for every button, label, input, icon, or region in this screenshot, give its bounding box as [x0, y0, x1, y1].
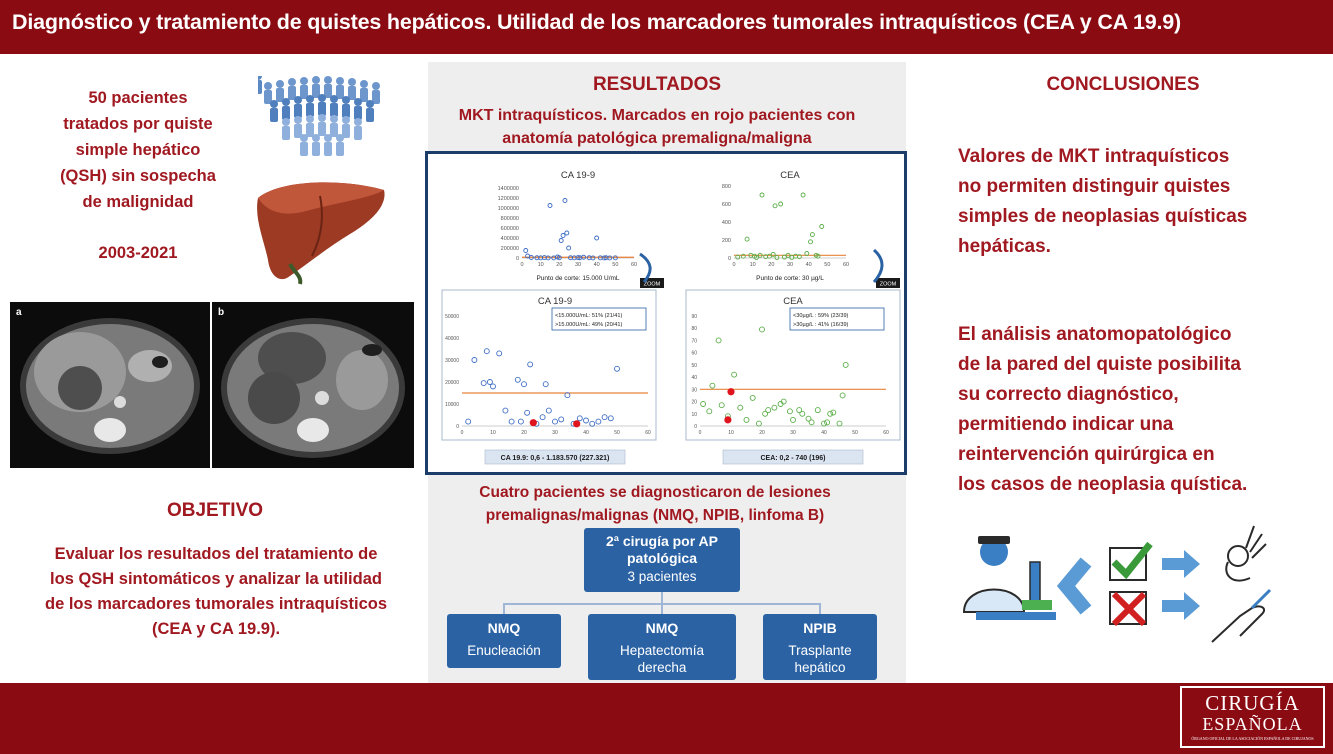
footer-banner — [0, 683, 1333, 754]
legend-entry: >15.000U/mL: 49% (20/41) — [555, 322, 623, 328]
ct-label-b: b — [218, 307, 225, 318]
y-tick-label: 50 — [691, 362, 697, 369]
x-tick-label: 50 — [612, 262, 619, 268]
x-tick-label: 30 — [552, 430, 558, 436]
box-text: derecha — [637, 660, 687, 675]
results-subtitle — [428, 104, 886, 150]
malignant-point — [574, 421, 580, 427]
box-title: NMQ — [645, 620, 679, 636]
data-point — [773, 204, 777, 208]
x-tick-label: 0 — [520, 262, 524, 268]
chart-title: CEA — [780, 170, 800, 181]
chart-title: CA 19-9 — [537, 296, 573, 307]
box-text: Trasplante — [788, 643, 852, 658]
cutoff-label: Punto de corte: 30 µg/L — [756, 275, 824, 282]
data-point — [548, 204, 552, 208]
y-tick-label: 1200000 — [497, 196, 519, 202]
x-tick-label: 20 — [768, 262, 775, 268]
charts-frame — [425, 151, 907, 475]
y-tick-label: 400000 — [500, 236, 519, 242]
conclusion-line: de la pared del quiste posibilita — [958, 354, 1241, 375]
objetivo-line: (CEA y CA 19.9). — [151, 620, 281, 638]
cross-icon — [1110, 592, 1146, 624]
y-tick-label: 80 — [691, 326, 697, 333]
chevron-left-icon — [1066, 562, 1086, 610]
scalpel-hand-icon — [1212, 590, 1270, 642]
second-surgery-count: 3 pacientes — [627, 569, 697, 584]
y-tick-label: 200 — [721, 238, 731, 244]
tree-connector — [661, 603, 663, 614]
objetivo-heading: OBJETIVO — [166, 500, 264, 521]
logo-line: ESPAÑOLA — [1202, 714, 1303, 734]
y-tick-label: 10000 — [445, 402, 459, 408]
y-tick-label: 0 — [515, 256, 519, 262]
diagnosis-line: Cuatro pacientes se diagnosticaron de lesiones — [479, 484, 831, 501]
y-tick-label: 600 — [721, 202, 731, 208]
data-point — [561, 234, 565, 238]
y-tick-label: 200000 — [500, 246, 519, 252]
arrow-right-icon — [1162, 550, 1200, 578]
x-tick-label: 30 — [574, 262, 582, 268]
y-tick-label: 0 — [456, 424, 459, 430]
x-tick-label: 30 — [786, 262, 794, 268]
resultados-heading: RESULTADOS — [592, 74, 722, 95]
malignant-point — [725, 417, 731, 423]
study-years: 2003-2021 — [98, 244, 178, 262]
y-tick-label: 40 — [691, 375, 697, 382]
patients-line: tratados por quiste — [63, 115, 213, 133]
x-tick-label: 30 — [790, 430, 796, 436]
conclusion-line: permitiendo indicar una — [958, 414, 1174, 435]
results-subtitle-line: MKT intraquísticos. Marcados en rojo pacientes con — [458, 107, 856, 124]
y-tick-label: 600000 — [500, 226, 519, 232]
data-point — [760, 193, 764, 197]
conclusion-line: hepáticas. — [958, 236, 1051, 257]
x-tick-label: 40 — [583, 430, 589, 436]
legend-entry: >30µg/L : 41% (16/39) — [793, 322, 849, 328]
data-point — [563, 199, 567, 203]
chart-title: CA 19-9 — [560, 170, 596, 181]
ct-label-a: a — [16, 307, 22, 318]
people-crowd-icon — [258, 76, 386, 160]
x-tick-label: 10 — [749, 262, 756, 268]
ct-scan-a — [10, 302, 210, 468]
x-tick-label: 10 — [490, 430, 496, 436]
diagnosis-summary — [440, 481, 870, 527]
y-tick-label: 30000 — [445, 358, 459, 364]
second-surgery-title-line: patológica — [626, 550, 697, 566]
zoom-label: ZOOM — [879, 281, 897, 288]
ok-hand-icon — [1226, 526, 1266, 581]
nmq-hepatectomy-box — [588, 614, 736, 680]
results-subtitle-line: anatomía patológica premaligna/maligna — [502, 130, 812, 147]
second-surgery-box — [584, 528, 740, 592]
logo-line: CIRUGÍA — [1205, 691, 1300, 715]
ct-scan-b — [212, 302, 414, 468]
zoom-label: ZOOM — [643, 281, 661, 288]
box-title: NMQ — [487, 620, 521, 636]
conclusion-line: El análisis anatomopatológico — [958, 324, 1232, 345]
conclusion-line: su correcto diagnóstico, — [958, 384, 1179, 405]
x-tick-label: 60 — [630, 262, 638, 268]
x-tick-label: 60 — [645, 430, 651, 436]
x-tick-label: 50 — [824, 262, 831, 268]
range-label: CA 19.9: 0,6 - 1.183.570 (227.321) — [500, 455, 610, 462]
cutoff-label: Punto de corte: 15.000 U/mL — [536, 275, 620, 282]
x-tick-label: 60 — [883, 430, 889, 436]
patients-line: 50 pacientes — [88, 89, 188, 107]
conclusion-line: no permiten distinguir quistes — [958, 176, 1231, 197]
y-tick-label: 20 — [691, 399, 697, 406]
box-text: hepático — [794, 660, 846, 675]
y-tick-label: 10 — [691, 411, 697, 418]
x-tick-label: 20 — [556, 262, 563, 268]
objetivo-line: Evaluar los resultados del tratamiento de — [54, 545, 378, 563]
conclusion-icons — [950, 512, 1280, 652]
conclusiones-heading: CONCLUSIONES — [1046, 74, 1200, 95]
y-tick-label: 70 — [691, 338, 697, 345]
x-tick-label: 0 — [698, 430, 702, 436]
zoom-arrow — [640, 254, 650, 282]
y-tick-label: 20000 — [445, 380, 459, 386]
tree-connector — [819, 603, 821, 614]
data-point — [567, 246, 571, 250]
data-point — [595, 236, 599, 240]
objetivo-line: de los marcadores tumorales intraquísticos — [44, 595, 388, 613]
data-point — [820, 225, 824, 229]
objetivo-line: los QSH sintomáticos y analizar la utilidad — [50, 570, 382, 588]
range-label: CEA: 0,2 - 740 (196) — [760, 455, 826, 462]
x-tick-label: 50 — [614, 430, 620, 436]
x-tick-label: 40 — [805, 262, 812, 268]
y-tick-label: 0 — [727, 256, 731, 262]
x-tick-label: 20 — [521, 430, 527, 436]
x-tick-label: 60 — [842, 262, 850, 268]
npib-transplant-box — [763, 614, 877, 680]
checkmark-icon — [1110, 544, 1150, 580]
conclusion-line: reintervención quirúrgica en — [958, 444, 1215, 465]
journal-logo — [1180, 686, 1325, 748]
y-tick-label: 800000 — [500, 216, 519, 222]
box-text: Enucleación — [467, 643, 541, 658]
box-text: Hepatectomía — [619, 643, 705, 658]
legend-entry: <15.000U/mL: 51% (21/41) — [555, 313, 623, 319]
diagnosis-line: premalignas/malignas (NMQ, NPIB, linfoma B) — [485, 507, 825, 524]
x-tick-label: 10 — [728, 430, 734, 436]
y-tick-label: 30 — [691, 387, 697, 394]
objetivo-text — [16, 542, 416, 642]
x-tick-label: 40 — [593, 262, 600, 268]
header-banner — [0, 0, 1333, 58]
data-point — [810, 233, 814, 237]
data-point — [775, 256, 779, 260]
x-tick-label: 20 — [759, 430, 765, 436]
patients-line: simple hepático — [75, 141, 201, 159]
data-point — [801, 193, 805, 197]
y-tick-label: 800 — [721, 184, 731, 190]
x-tick-label: 10 — [537, 262, 544, 268]
conclusion-line: los casos de neoplasia quística. — [958, 474, 1248, 495]
data-point — [524, 249, 528, 253]
logo-tagline: ÓRGANO OFICIAL DE LA ASOCIACIÓN ESPAÑOLA DE CIRUJANOS — [1191, 736, 1314, 741]
malignant-point — [728, 389, 734, 395]
y-tick-label: 1400000 — [497, 186, 519, 192]
patients-summary — [40, 85, 236, 215]
x-tick-label: 40 — [821, 430, 827, 436]
y-tick-label: 60 — [691, 350, 697, 357]
charts-svg — [428, 154, 904, 472]
chart-title: CEA — [783, 296, 803, 307]
data-point — [809, 240, 813, 244]
patients-line: (QSH) sin sospecha — [60, 167, 216, 185]
scientist-microscope-icon — [964, 536, 1056, 620]
conclusion-line: Valores de MKT intraquísticos — [958, 146, 1230, 167]
data-point — [779, 202, 783, 206]
data-point — [559, 239, 563, 243]
y-tick-label: 1000000 — [497, 206, 519, 212]
liver-icon — [250, 176, 390, 288]
y-tick-label: 0 — [694, 424, 697, 430]
conclusion-1 — [958, 142, 1283, 262]
x-tick-label: 0 — [460, 430, 464, 436]
nmq-enucleation-box — [447, 614, 561, 668]
tree-connector — [503, 603, 505, 614]
x-tick-label: 50 — [852, 430, 858, 436]
arrow-right-icon — [1162, 592, 1200, 620]
y-tick-label: 50000 — [445, 314, 459, 320]
box-title: NPIB — [803, 620, 837, 636]
second-surgery-title-line: 2ª cirugía por AP — [605, 533, 719, 549]
y-tick-label: 400 — [721, 220, 731, 226]
conclusion-2 — [958, 320, 1283, 500]
data-point — [745, 237, 749, 241]
conclusion-line: simples de neoplasias quísticas — [958, 206, 1248, 227]
zoom-arrow — [874, 250, 882, 282]
data-point — [565, 231, 569, 235]
y-tick-label: 40000 — [445, 336, 459, 342]
legend-entry: <30µg/L : 59% (23/39) — [793, 313, 849, 319]
y-tick-label: 90 — [691, 314, 697, 320]
patients-line: de malignidad — [82, 193, 194, 211]
x-tick-label: 0 — [732, 262, 736, 268]
poster-title: Diagnóstico y tratamiento de quistes hepáticos. Utilidad de los marcadores tumorales intraquísticos (CEA y CA 19.9) — [12, 10, 1181, 34]
malignant-point — [530, 420, 536, 426]
